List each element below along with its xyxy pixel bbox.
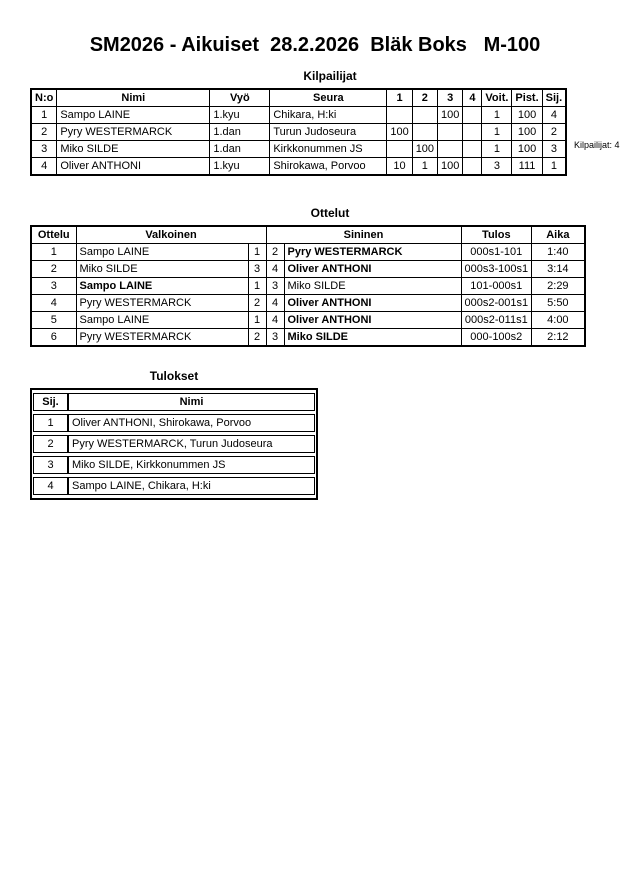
cell-no: 4	[31, 158, 57, 176]
cell-match-no: 2	[31, 261, 76, 278]
col-header-3: 3	[438, 89, 463, 107]
cell-pist: 100	[512, 141, 542, 158]
cell-vyo: 1.dan	[210, 124, 270, 141]
table-row	[33, 435, 315, 453]
col-header-4: 4	[463, 89, 482, 107]
cell-voit: 1	[482, 141, 512, 158]
cell-sij: 2	[542, 124, 566, 141]
cell-name: Miko SILDE, Kirkkonummen JS	[68, 456, 315, 474]
cell-score-3: 100	[438, 107, 463, 124]
cell-name: Sampo LAINE, Chikara, H:ki	[68, 477, 315, 495]
cell-score-3: 100	[438, 158, 463, 176]
cell-match-no: 6	[31, 329, 76, 347]
col-header-sij: Sij.	[542, 89, 566, 107]
results-section	[30, 369, 630, 500]
col-header-sininen: Sininen	[266, 226, 461, 244]
cell-place: 3	[33, 456, 68, 474]
cell-white-number: 3	[248, 261, 266, 278]
cell-white-number: 2	[248, 295, 266, 312]
cell-nimi: Sampo LAINE	[57, 107, 210, 124]
cell-sij: 4	[542, 107, 566, 124]
cell-sij: 3	[542, 141, 566, 158]
col-header-pist: Pist.	[512, 89, 542, 107]
cell-time: 3:14	[532, 261, 585, 278]
col-header-ottelu: Ottelu	[31, 226, 76, 244]
results-heading: Tulokset	[149, 369, 199, 383]
cell-blue-name: Oliver ANTHONI	[284, 312, 461, 329]
cell-white-name: Sampo LAINE	[76, 244, 248, 261]
cell-voit: 1	[482, 124, 512, 141]
matches-section	[30, 206, 630, 347]
cell-result: 000s2-011s1	[461, 312, 532, 329]
table-row	[31, 278, 585, 295]
cell-no: 1	[31, 107, 57, 124]
cell-nimi: Oliver ANTHONI	[57, 158, 210, 176]
matches-table	[30, 225, 586, 347]
cell-score-4	[463, 141, 482, 158]
table-row	[33, 456, 315, 474]
competitors-heading: Kilpailijat	[303, 69, 357, 83]
cell-blue-number: 3	[266, 329, 284, 347]
cell-result: 101-000s1	[461, 278, 532, 295]
cell-white-number: 1	[248, 312, 266, 329]
cell-place: 4	[33, 477, 68, 495]
cell-time: 2:12	[532, 329, 585, 347]
cell-voit: 3	[482, 158, 512, 176]
cell-voit: 1	[482, 107, 512, 124]
col-header-2: 2	[412, 89, 437, 107]
table-row	[33, 414, 315, 432]
cell-name: Pyry WESTERMARCK, Turun Judoseura	[68, 435, 315, 453]
cell-result: 000s2-001s1	[461, 295, 532, 312]
cell-white-name: Miko SILDE	[76, 261, 248, 278]
cell-time: 4:00	[532, 312, 585, 329]
table-row	[31, 295, 585, 312]
col-header-tulos: Tulos	[461, 226, 532, 244]
cell-match-no: 3	[31, 278, 76, 295]
col-header-aika: Aika	[532, 226, 585, 244]
cell-white-name: Pyry WESTERMARCK	[76, 329, 248, 347]
cell-seura: Chikara, H:ki	[270, 107, 387, 124]
cell-vyo: 1.kyu	[210, 158, 270, 176]
cell-time: 2:29	[532, 278, 585, 295]
matches-heading: Ottelut	[310, 206, 350, 220]
cell-white-name: Pyry WESTERMARCK	[76, 295, 248, 312]
cell-place: 1	[33, 414, 68, 432]
cell-nimi: Miko SILDE	[57, 141, 210, 158]
cell-score-4	[463, 158, 482, 176]
table-row	[31, 261, 585, 278]
col-header-nimi: Nimi	[57, 89, 210, 107]
cell-name: Oliver ANTHONI, Shirokawa, Porvoo	[68, 414, 315, 432]
cell-seura: Turun Judoseura	[270, 124, 387, 141]
table-row	[31, 107, 566, 124]
cell-score-2	[412, 124, 437, 141]
cell-time: 1:40	[532, 244, 585, 261]
col-header-nimi: Nimi	[68, 393, 315, 411]
col-header-valkoinen: Valkoinen	[76, 226, 266, 244]
col-header-sij: Sij.	[33, 393, 68, 411]
cell-no: 2	[31, 124, 57, 141]
cell-score-3	[438, 141, 463, 158]
cell-seura: Shirokawa, Porvoo	[270, 158, 387, 176]
col-header-seura: Seura	[270, 89, 387, 107]
cell-score-2: 1	[412, 158, 437, 176]
cell-vyo: 1.kyu	[210, 107, 270, 124]
col-header-no: N:o	[31, 89, 57, 107]
table-row	[33, 477, 315, 495]
cell-blue-name: Miko SILDE	[284, 329, 461, 347]
cell-match-no: 1	[31, 244, 76, 261]
table-header-row	[31, 226, 585, 244]
cell-result: 000-100s2	[461, 329, 532, 347]
cell-score-1: 10	[387, 158, 412, 176]
cell-time: 5:50	[532, 295, 585, 312]
competitors-section	[30, 69, 630, 176]
cell-place: 2	[33, 435, 68, 453]
cell-seura: Kirkkonummen JS	[270, 141, 387, 158]
cell-white-number: 1	[248, 278, 266, 295]
cell-white-number: 2	[248, 329, 266, 347]
cell-result: 000s3-100s1	[461, 261, 532, 278]
col-header-1: 1	[387, 89, 412, 107]
cell-blue-number: 3	[266, 278, 284, 295]
cell-score-2	[412, 107, 437, 124]
table-row	[31, 244, 585, 261]
cell-pist: 100	[512, 107, 542, 124]
cell-white-name: Sampo LAINE	[76, 278, 248, 295]
cell-score-1: 100	[387, 124, 412, 141]
cell-blue-name: Oliver ANTHONI	[284, 261, 461, 278]
cell-pist: 111	[512, 158, 542, 176]
cell-nimi: Pyry WESTERMARCK	[57, 124, 210, 141]
table-row	[31, 158, 566, 176]
cell-vyo: 1.dan	[210, 141, 270, 158]
cell-score-1	[387, 141, 412, 158]
cell-pist: 100	[512, 124, 542, 141]
table-header-row	[33, 393, 315, 411]
results-table	[30, 388, 318, 500]
page-title: SM2026 - Aikuiset 28.2.2026 Bläk Boks M-100	[89, 34, 541, 56]
cell-blue-number: 4	[266, 312, 284, 329]
cell-match-no: 5	[31, 312, 76, 329]
cell-blue-number: 4	[266, 261, 284, 278]
cell-blue-name: Miko SILDE	[284, 278, 461, 295]
cell-score-3	[438, 124, 463, 141]
competitors-count-label: Kilpailijat: 4	[574, 140, 620, 150]
cell-blue-number: 4	[266, 295, 284, 312]
cell-score-2: 100	[412, 141, 437, 158]
cell-score-4	[463, 124, 482, 141]
table-row	[31, 329, 585, 347]
cell-sij: 1	[542, 158, 566, 176]
col-header-voit: Voit.	[482, 89, 512, 107]
cell-white-number: 1	[248, 244, 266, 261]
cell-result: 000s1-101	[461, 244, 532, 261]
cell-blue-number: 2	[266, 244, 284, 261]
table-row	[31, 124, 566, 141]
cell-no: 3	[31, 141, 57, 158]
table-row	[31, 141, 566, 158]
cell-blue-name: Pyry WESTERMARCK	[284, 244, 461, 261]
competitors-table	[30, 88, 567, 176]
table-header-row	[31, 89, 566, 107]
cell-blue-name: Oliver ANTHONI	[284, 295, 461, 312]
cell-white-name: Sampo LAINE	[76, 312, 248, 329]
col-header-vyo: Vyö	[210, 89, 270, 107]
table-row	[31, 312, 585, 329]
cell-match-no: 4	[31, 295, 76, 312]
cell-score-1	[387, 107, 412, 124]
cell-score-4	[463, 107, 482, 124]
